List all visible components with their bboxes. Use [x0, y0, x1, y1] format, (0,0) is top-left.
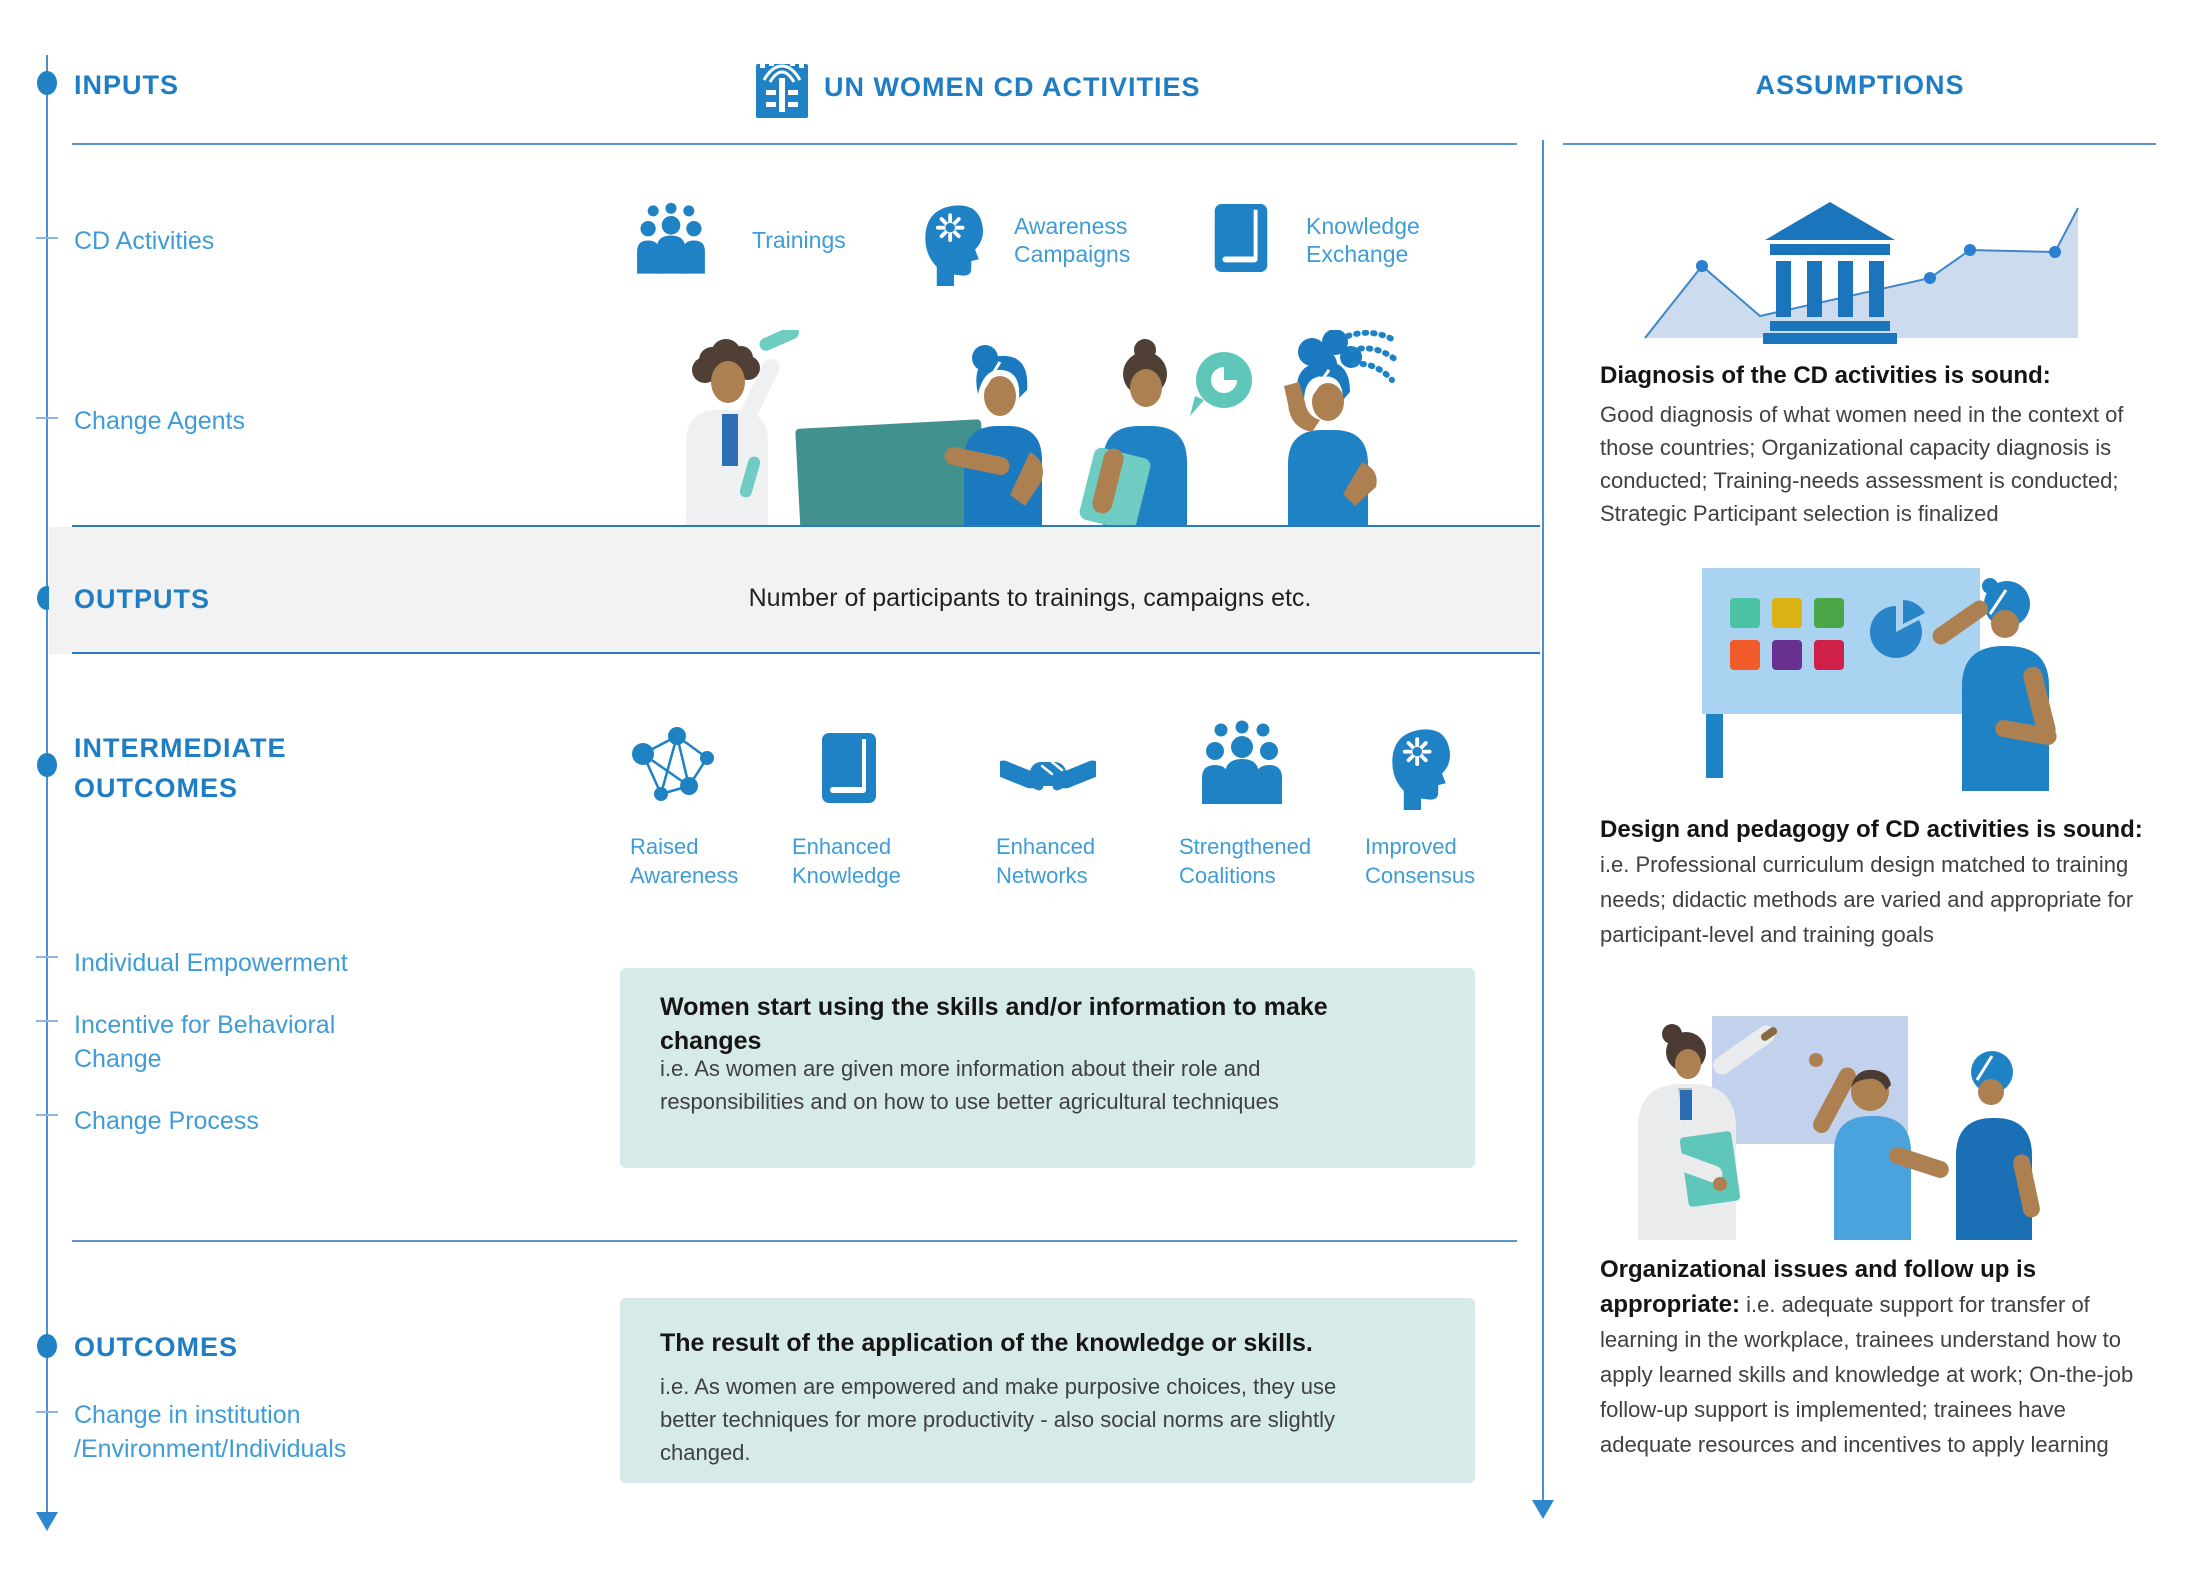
timeline-tick — [36, 237, 58, 239]
intermediate-box-title: Women start using the skills and/or information to make changes — [660, 993, 1328, 1055]
assumption-1-title: Diagnosis of the CD activities is sound: — [1600, 362, 2051, 389]
people-group-icon — [1196, 720, 1288, 804]
outcome-label-improved-consensus: Improved Consensus — [1365, 834, 1476, 888]
inputs-title: INPUTS — [74, 70, 180, 100]
outcome-item-change-in-institution: Change in institution /Environment/Individuals — [74, 1401, 347, 1463]
network-icon — [627, 722, 719, 814]
outcomes-rule — [72, 1240, 1517, 1242]
assumption-3-body: i.e. adequate support for transfer of learning in the workplace, trainees understand how to apply learned skills and knowledge at work; On-the-job follow-up support is implemented; trainees have adequate resources and incentives to apply learning — [1600, 1292, 2134, 1457]
assumption-3-title: Organizational issues and follow up is appropriate: — [1600, 1256, 2037, 1318]
activity-label-knowledge-exchange: Knowledge Exchange — [1306, 213, 1420, 267]
outputs-band-bottom-line — [72, 652, 1540, 654]
assumption-2-title: Design and pedagogy of CD activities is sound: — [1600, 816, 2143, 843]
inputs-timeline-line — [46, 55, 48, 1512]
intermediate-item-individual-empowerment: Individual Empowerment — [74, 949, 348, 977]
change-agents-illustration — [648, 330, 1408, 527]
book-icon — [820, 726, 878, 810]
trainer-at-board-illustration — [1700, 566, 2060, 791]
assumption-3-text — [1600, 1252, 2158, 1462]
input-item-change-agents: Change Agents — [74, 407, 245, 435]
un-women-logo-icon — [756, 60, 808, 118]
timeline-dot-inputs — [37, 71, 57, 95]
header-rule-left — [72, 143, 1517, 145]
outcome-label-enhanced-networks: Enhanced Networks — [996, 834, 1096, 888]
intermediate-item-incentive-behavioral-change: Incentive for Behavioral Change — [74, 1011, 336, 1073]
assumption-2-text — [1600, 812, 2152, 952]
workshop-participants-illustration — [1620, 1008, 2090, 1240]
activity-label-trainings: Trainings — [752, 227, 846, 253]
outcome-label-strengthened-coalitions: Strengthened Coalitions — [1179, 834, 1312, 888]
outputs-band-top-line — [72, 525, 1540, 527]
timeline-tick — [36, 956, 58, 958]
timeline-arrow-down-icon — [36, 1512, 58, 1531]
timeline-tick — [36, 1411, 58, 1413]
head-idea-icon — [922, 198, 986, 286]
intermediate-highlight-box — [620, 968, 1475, 1168]
input-item-cd-activities: CD Activities — [74, 227, 215, 255]
assumptions-divider-line — [1542, 140, 1544, 1500]
outcomes-title: OUTCOMES — [74, 1332, 239, 1362]
head-idea-icon — [1390, 722, 1452, 810]
intermediate-item-change-process: Change Process — [74, 1107, 259, 1135]
assumptions-title: ASSUMPTIONS — [1755, 70, 1965, 100]
book-icon — [1212, 202, 1270, 274]
assumption-2-body: i.e. Professional curriculum design matched to training needs; didactic methods are varied and appropriate for participant-level and training goals — [1600, 852, 2134, 947]
outputs-title: OUTPUTS — [74, 584, 211, 614]
outcome-label-enhanced-knowledge: Enhanced Knowledge — [792, 834, 901, 888]
assumptions-arrow-down-icon — [1532, 1500, 1554, 1519]
activity-label-awareness-campaigns: Awareness Campaigns — [1014, 213, 1131, 267]
handshake-icon — [1000, 742, 1096, 808]
outcome-label-raised-awareness: Raised Awareness — [630, 834, 739, 888]
outcomes-highlight-box — [620, 1298, 1475, 1483]
outcomes-box-title: The result of the application of the knowledge or skills. — [660, 1329, 1313, 1357]
people-group-icon — [632, 202, 710, 274]
timeline-tick — [36, 1114, 58, 1116]
timeline-dot-intermediate — [37, 753, 57, 777]
assumption-1-body: Good diagnosis of what women need in the context of those countries; Organizational capacity diagnosis is conducted; Training-needs assessment is conducted; Strategic Participant selection is finalized — [1600, 402, 2124, 526]
header-rule-right — [1563, 143, 2156, 145]
outcomes-box-body: i.e. As women are empowered and make purposive choices, they use better techniques for more productivity - also social norms are slightly changed. — [660, 1374, 1337, 1465]
timeline-dot-outcomes — [37, 1334, 57, 1358]
outputs-text: Number of participants to trainings, campaigns etc. — [748, 584, 1312, 612]
intermediate-box-body: i.e. As women are given more information about their role and responsibilities and on how to use better agricultural techniques — [660, 1056, 1279, 1114]
institution-growth-chart-illustration — [1640, 188, 2080, 346]
timeline-tick — [36, 1020, 58, 1022]
timeline-tick — [36, 417, 58, 419]
intermediate-outcomes-title: INTERMEDIATE OUTCOMES — [74, 733, 287, 803]
center-title: UN WOMEN CD ACTIVITIES — [824, 72, 1201, 102]
